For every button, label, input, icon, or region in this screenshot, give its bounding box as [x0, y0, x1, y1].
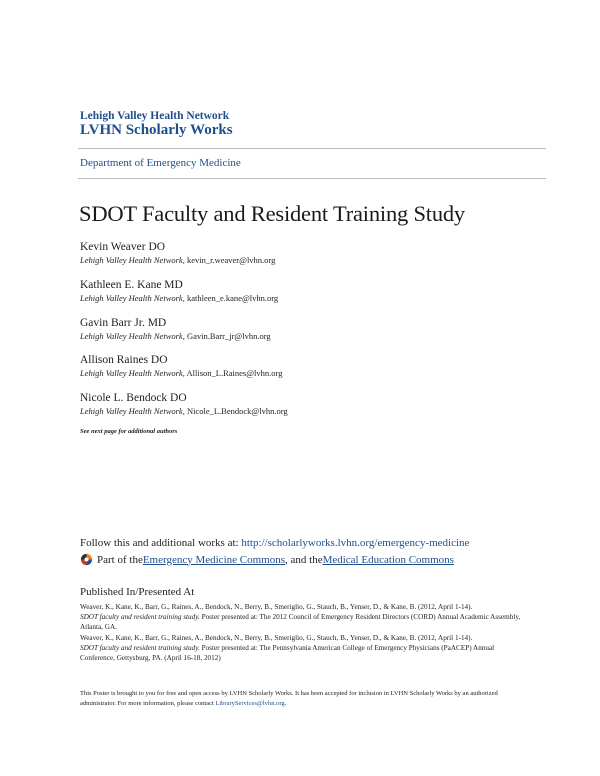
- citation: [80, 602, 530, 632]
- author-entry: Gavin Barr Jr. MD Lehigh Valley Health Network, Gavin.Barr_jr@lvhn.org: [80, 317, 271, 341]
- citation-authors: Weaver, K., Kane, K., Barr, G., Raines, A., Bendock, N., Berry, B., Smeriglio, G., Stauch, B., Yenser, D., & Kane, B. (2012, April 1-14).: [80, 634, 473, 642]
- author-entry: Kevin Weaver DO Lehigh Valley Health Network, kevin_r.weaver@lvhn.org: [80, 241, 276, 265]
- access-footer: [80, 689, 530, 709]
- network-logo-icon: [80, 553, 93, 566]
- citation: [80, 633, 530, 663]
- part-of-line: [80, 553, 454, 566]
- contact-email-link[interactable]: LibraryServices@lvhn.org: [215, 700, 285, 707]
- author-name: Gavin Barr Jr. MD: [80, 317, 167, 329]
- citation-title: SDOT faculty and resident training study.: [80, 613, 200, 621]
- citation-title: SDOT faculty and resident training study.: [80, 644, 200, 652]
- author-name: Kevin Weaver DO: [80, 241, 166, 253]
- author-affiliation: Lehigh Valley Health Network: [80, 368, 183, 378]
- author-entry: Allison Raines DO Lehigh Valley Health Network, Allison_L.Raines@lvhn.org: [80, 354, 283, 378]
- divider: [78, 148, 546, 149]
- published-heading: Published In/Presented At: [80, 586, 195, 598]
- author-email: Nicole_L.Bendock@lvhn.org: [186, 406, 288, 416]
- author-affiliation: Lehigh Valley Health Network: [80, 255, 183, 265]
- author-email: Allison_L.Raines@lvhn.org: [186, 368, 283, 378]
- author-email: kathleen_e.kane@lvhn.org: [186, 293, 279, 303]
- author-entry: Kathleen E. Kane MD Lehigh Valley Health Network, kathleen_e.kane@lvhn.org: [80, 279, 279, 303]
- part-of-prefix: Part of the: [97, 553, 143, 566]
- and-text: , and the: [285, 553, 323, 566]
- author-name: Nicole L. Bendock DO: [80, 392, 187, 404]
- author-entry: Nicole L. Bendock DO Lehigh Valley Health Network, Nicole_L.Bendock@lvhn.org: [80, 392, 288, 416]
- org-name: Lehigh Valley Health Network: [80, 110, 230, 122]
- author-name: Allison Raines DO: [80, 354, 168, 366]
- divider: [78, 178, 546, 179]
- department-link[interactable]: Department of Emergency Medicine: [80, 157, 241, 169]
- follow-prefix: Follow this and additional works at:: [80, 537, 242, 549]
- collection-url-link[interactable]: http://scholarlyworks.lvhn.org/emergency-medicine: [241, 537, 470, 549]
- author-name: Kathleen E. Kane MD: [80, 279, 183, 291]
- author-affiliation: Lehigh Valley Health Network: [80, 331, 183, 341]
- author-email: kevin_r.weaver@lvhn.org: [186, 255, 276, 265]
- author-affiliation: Lehigh Valley Health Network: [80, 406, 183, 416]
- citation-venue: Poster presented at: The Pennsylvania American College of Emergency Physicians (PaACEP) Annual Conference, Gettysburg, PA. (April 16-18, 2012): [80, 644, 495, 662]
- additional-authors-note: See next page for additional authors: [80, 428, 178, 435]
- author-affiliation: Lehigh Valley Health Network: [80, 293, 183, 303]
- citation-venue: Poster presented at: The 2012 Council of Emergency Resident Directors (CORD) Annual Academic Assembly, Atlanta, GA.: [80, 613, 521, 631]
- footer-end: .: [284, 700, 287, 707]
- footer-text: This Poster is brought to you for free and open access by LVHN Scholarly Works. It has been accepted for inclusion in LVHN Scholarly Works by an authorized administrator. For more information, please contact: [80, 690, 498, 707]
- document-title: SDOT Faculty and Resident Training Study: [79, 201, 465, 226]
- repository-title: LVHN Scholarly Works: [80, 122, 233, 138]
- follow-line: [80, 537, 469, 549]
- citation-authors: Weaver, K., Kane, K., Barr, G., Raines, A., Bendock, N., Berry, B., Smeriglio, G., Stauch, B., Yenser, D., & Kane, B. (2012, April 1-14).: [80, 603, 473, 611]
- author-email: Gavin.Barr_jr@lvhn.org: [186, 331, 271, 341]
- emergency-medicine-commons-link[interactable]: Emergency Medicine Commons: [142, 553, 285, 566]
- medical-education-commons-link[interactable]: Medical Education Commons: [322, 553, 454, 566]
